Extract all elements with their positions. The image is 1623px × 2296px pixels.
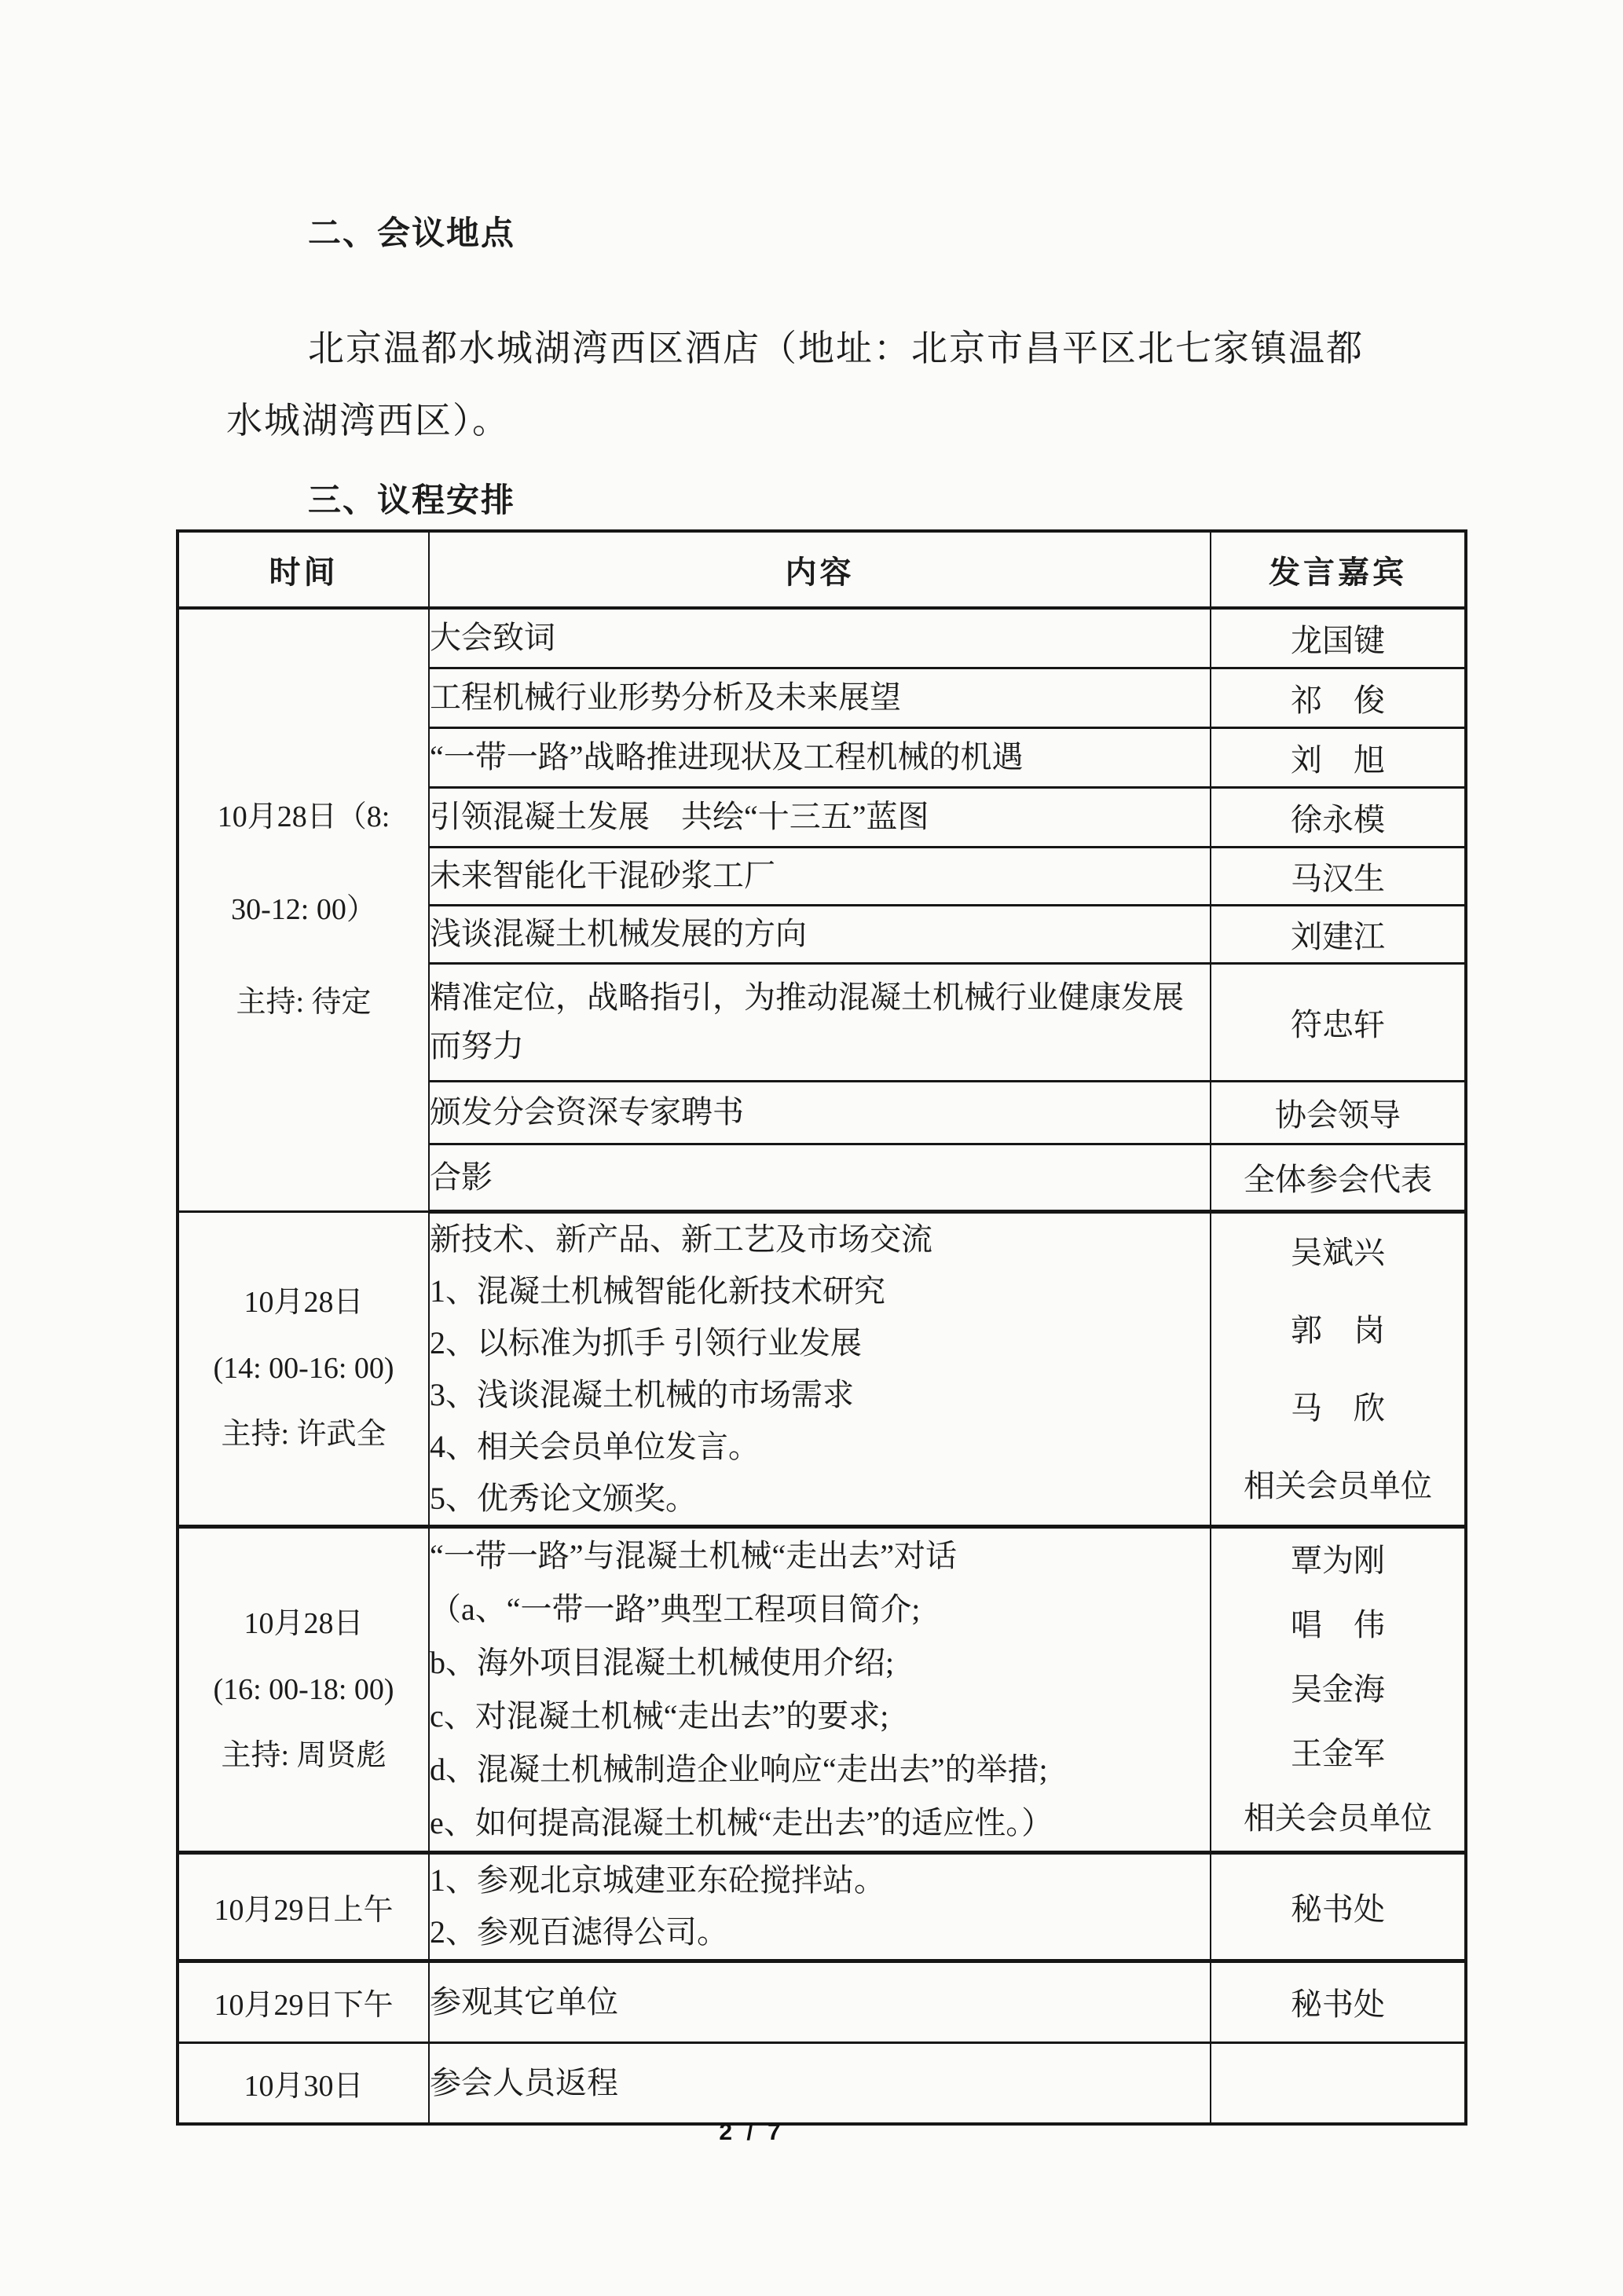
speaker-line: 相关会员单位 xyxy=(1244,1800,1432,1836)
content-cell: 参观其它单位 xyxy=(429,1961,1211,2042)
content-line: （a、“一带一路”典型工程项目简介; xyxy=(430,1591,921,1627)
content-cell xyxy=(429,1852,1211,1961)
content-line: 1、混凝土机械智能化新技术研究 xyxy=(430,1273,885,1309)
time-line: 10月28日（8: xyxy=(217,800,390,834)
content-cell: 参会人员返程 xyxy=(429,2042,1211,2124)
content-cell: 合影 xyxy=(429,1144,1211,1211)
content-cell: 浅谈混凝土机械发展的方向 xyxy=(429,905,1211,963)
table-header-content: 内容 xyxy=(429,531,1211,608)
content-line: 2、参观百滤得公司。 xyxy=(430,1914,728,1950)
content-cell: 引领混凝土发展 共绘“十三五”蓝图 xyxy=(429,787,1211,847)
speaker-cell: 符忠轩 xyxy=(1211,963,1466,1081)
speaker-line: 唱 伟 xyxy=(1291,1606,1385,1642)
speaker-cell: 徐永模 xyxy=(1211,787,1466,847)
time-cell xyxy=(178,608,429,1211)
table-row xyxy=(178,608,1466,668)
speaker-cell: 马汉生 xyxy=(1211,847,1466,905)
table-row xyxy=(178,1211,1466,1526)
speaker-cell: 刘建江 xyxy=(1211,905,1466,963)
content-cell: 颁发分会资深专家聘书 xyxy=(429,1081,1211,1144)
content-cell: 精准定位，战略指引，为推动混凝土机械行业健康发展而努力 xyxy=(429,963,1211,1081)
table-header-speaker: 发言嘉宾 xyxy=(1211,531,1466,608)
table-row xyxy=(178,1852,1466,1961)
content-cell: 大会致词 xyxy=(429,608,1211,668)
table-row xyxy=(178,2042,1466,2124)
content-cell xyxy=(429,1211,1211,1526)
content-line: 1、参观北京城建亚东砼搅拌站。 xyxy=(430,1862,885,1898)
speaker-cell: 秘书处 xyxy=(1211,1852,1466,1961)
speaker-cell: 刘 旭 xyxy=(1211,727,1466,787)
time-line: 30-12: 00） xyxy=(231,893,376,927)
content-cell: 未来智能化干混砂浆工厂 xyxy=(429,847,1211,905)
time-line: (16: 00-18: 00) xyxy=(213,1672,394,1706)
time-line: (14: 00-16: 00) xyxy=(213,1352,394,1385)
content-cell: 工程机械行业形势分析及未来展望 xyxy=(429,668,1211,727)
content-line: d、混凝土机械制造企业响应“走出去”的举措; xyxy=(430,1751,1048,1787)
speaker-line: 马 欣 xyxy=(1291,1390,1385,1426)
speaker-cell xyxy=(1211,1526,1466,1852)
time-cell xyxy=(178,1526,429,1852)
time-cell: 10月29日上午 xyxy=(178,1852,429,1961)
content-line: c、对混凝土机械“走出去”的要求; xyxy=(430,1697,889,1734)
location-paragraph xyxy=(226,313,1434,457)
table-row xyxy=(178,1961,1466,2042)
agenda-table xyxy=(176,529,1467,2126)
content-line: 4、相关会员单位发言。 xyxy=(430,1428,760,1464)
speaker-line: 王金军 xyxy=(1291,1735,1385,1771)
speaker-line: 覃为刚 xyxy=(1291,1542,1385,1578)
content-line: 新技术、新产品、新工艺及市场交流 xyxy=(430,1221,932,1257)
speaker-cell: 协会领导 xyxy=(1211,1081,1466,1144)
speaker-cell xyxy=(1211,2042,1466,2124)
content-cell: “一带一路”战略推进现状及工程机械的机遇 xyxy=(429,727,1211,787)
time-line: 主持: 周贤彪 xyxy=(221,1738,387,1772)
time-line: 主持: 许武全 xyxy=(221,1418,387,1451)
content-line: 5、优秀论文颁奖。 xyxy=(430,1480,697,1516)
content-line: “一带一路”与混凝土机械“走出去”对话 xyxy=(430,1537,958,1573)
content-cell xyxy=(429,1526,1211,1852)
speaker-cell: 龙国键 xyxy=(1211,608,1466,668)
section-2-heading: 二、会议地点 xyxy=(308,216,516,252)
section-3-heading: 三、议程安排 xyxy=(308,483,516,519)
speaker-line: 吴金海 xyxy=(1291,1671,1385,1707)
page-number: 2 / 7 xyxy=(719,2119,785,2145)
table-header-row xyxy=(178,531,1466,608)
content-line: e、如何提高混凝土机械“走出去”的适应性。） xyxy=(430,1804,1053,1840)
content-line: b、海外项目混凝土机械使用介绍; xyxy=(430,1644,895,1680)
speaker-cell: 祁 俊 xyxy=(1211,668,1466,727)
table-row xyxy=(178,1526,1466,1852)
content-line: 3、浅谈混凝土机械的市场需求 xyxy=(430,1376,854,1412)
time-cell: 10月29日下午 xyxy=(178,1961,429,2042)
table-header-time: 时间 xyxy=(178,531,429,608)
speaker-cell: 秘书处 xyxy=(1211,1961,1466,2042)
speaker-cell: 全体参会代表 xyxy=(1211,1144,1466,1211)
time-cell: 10月30日 xyxy=(178,2042,429,2124)
content-line: 2、以标准为抓手 引领行业发展 xyxy=(430,1324,862,1360)
speaker-line: 吴斌兴 xyxy=(1291,1234,1385,1270)
speaker-cell xyxy=(1211,1211,1466,1526)
location-line: 水城湖湾西区）。 xyxy=(226,401,510,441)
time-line: 10月28日 xyxy=(244,1606,364,1640)
time-line: 10月28日 xyxy=(244,1286,364,1319)
location-line: 北京温都水城湖湾西区酒店（地址：北京市昌平区北七家镇温都 xyxy=(308,328,1364,368)
time-line: 主持: 待定 xyxy=(236,986,372,1020)
speaker-line: 相关会员单位 xyxy=(1244,1467,1432,1503)
speaker-line: 郭 岗 xyxy=(1291,1312,1385,1348)
time-cell xyxy=(178,1211,429,1526)
